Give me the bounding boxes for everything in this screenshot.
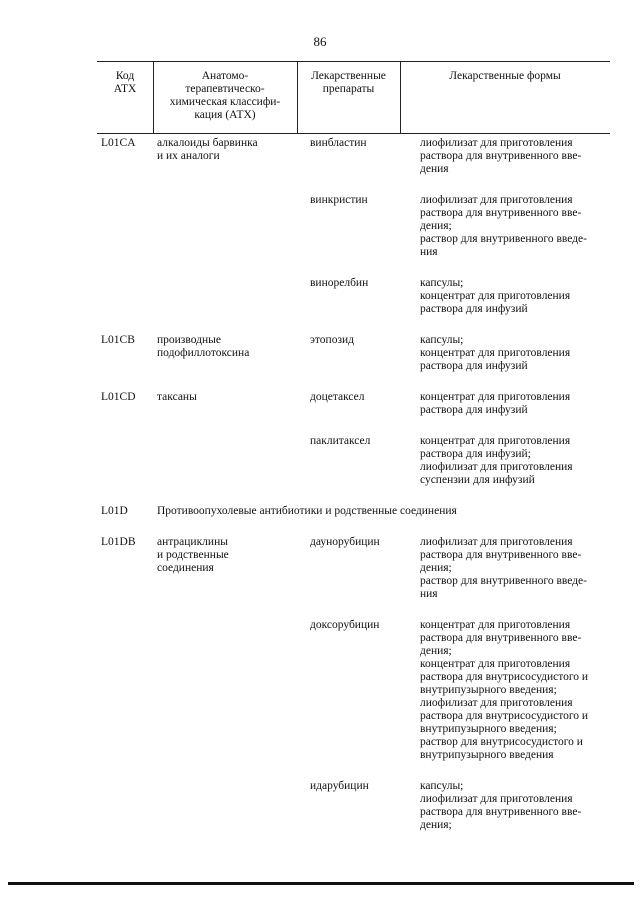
bottom-rule <box>8 882 634 885</box>
drug-name <box>310 334 354 347</box>
dosage-forms-line: ния <box>420 588 438 600</box>
header-forms <box>400 62 610 133</box>
drug-name <box>310 619 379 632</box>
dosage-forms-line: раствор для внутривенного введе- <box>420 233 587 245</box>
table-row <box>97 391 610 435</box>
header-text: кация (АТХ) <box>194 109 256 121</box>
dosage-forms-line: дения; <box>420 819 452 831</box>
dosage-forms <box>420 435 573 487</box>
drug-name-line: идарубицин <box>310 780 369 792</box>
atc-code <box>101 536 136 549</box>
table-row <box>97 619 610 780</box>
dosage-forms <box>420 137 581 176</box>
header-drugs <box>297 62 400 133</box>
drug-name-line: винкристин <box>310 194 368 206</box>
dosage-forms-line: концентрат для приготовления <box>420 391 571 403</box>
drug-name <box>310 780 369 793</box>
dosage-forms-line: раствора для внутривенного вве- <box>420 549 582 561</box>
header-text: АТХ <box>113 83 137 95</box>
drug-name-line: этопозид <box>310 334 355 346</box>
table-row <box>97 334 610 391</box>
dosage-forms-line: лиофилизат для приготовления <box>420 461 573 473</box>
table-row <box>97 194 610 277</box>
dosage-forms-line: раствора для внутрисосудистого и <box>420 671 589 683</box>
drug-name-line: даунорубицин <box>310 536 380 548</box>
dosage-forms <box>420 194 587 259</box>
atc-classification-line: антрациклины <box>157 536 228 548</box>
header-code <box>97 62 153 133</box>
header-text: препараты <box>322 83 375 95</box>
header-text: Код <box>115 70 135 82</box>
dosage-forms <box>420 619 588 762</box>
table-row <box>97 780 610 850</box>
dosage-forms-line: дения <box>420 163 449 175</box>
dosage-forms-line: дения; <box>420 645 452 657</box>
drug-name <box>310 277 368 290</box>
drug-name <box>310 194 368 207</box>
dosage-forms-line: раствор для внутрисосудистого и <box>420 736 583 748</box>
drug-name <box>310 536 380 549</box>
atc-classification-line: таксаны <box>157 391 197 403</box>
dosage-forms-line: раствора для внутривенного вве- <box>420 150 582 162</box>
drug-name-line: доксорубицин <box>310 619 380 631</box>
atc-classification <box>157 334 249 360</box>
header-text: Лекарственные формы <box>449 70 561 82</box>
atc-classification-line: алкалоиды барвинка <box>157 137 258 149</box>
dosage-forms-line: дения; <box>420 220 452 232</box>
atc-classification-line: и их аналоги <box>157 150 220 162</box>
page-number: 86 <box>313 34 327 49</box>
atc-classification <box>157 391 197 404</box>
table-row <box>97 277 610 334</box>
dosage-forms-line: раствора для инфузий <box>420 360 528 372</box>
dosage-forms-line: внутрипузырного введения <box>420 749 554 761</box>
dosage-forms-line: раствора для внутривенного вве- <box>420 207 582 219</box>
dosage-forms-line: концентрат для приготовления <box>420 435 571 447</box>
dosage-forms-line: концентрат для приготовления <box>420 347 571 359</box>
dosage-forms-line: внутрипузырного введения; <box>420 684 557 696</box>
dosage-forms-line: раствора для внутрисосудистого и <box>420 710 589 722</box>
dosage-forms-line: раствора для инфузий; <box>420 448 531 460</box>
dosage-forms-line: раствор для внутривенного введе- <box>420 575 587 587</box>
drug-name-line: доцетаксел <box>310 391 365 403</box>
atc-code-line: L01CA <box>101 137 136 149</box>
atc-code-line: L01CD <box>101 391 136 403</box>
section-code-line: L01D <box>101 505 128 517</box>
dosage-forms-line: капсулы; <box>420 780 464 792</box>
atc-code <box>101 334 135 347</box>
dosage-forms-line: дения; <box>420 562 452 574</box>
table-row <box>97 435 610 505</box>
atc-code-line: L01DB <box>101 536 136 548</box>
section-code <box>101 505 128 518</box>
atc-classification-line: соединения <box>157 562 214 574</box>
dosage-forms-line: раствора для инфузий <box>420 303 528 315</box>
section-title: Противоопухолевые антибиотики и родственные соединения <box>157 505 457 517</box>
drug-name-line: винорелбин <box>310 277 369 289</box>
table-header <box>97 61 610 134</box>
atc-classification <box>157 536 229 575</box>
dosage-forms-line: капсулы; <box>420 334 464 346</box>
atc-code <box>101 391 136 404</box>
dosage-forms-line: лиофилизат для приготовления <box>420 137 573 149</box>
drug-name <box>310 391 365 404</box>
dosage-forms-line: капсулы; <box>420 277 464 289</box>
dosage-forms-line: концентрат для приготовления <box>420 619 571 631</box>
dosage-forms-line: лиофилизат для приготовления <box>420 793 573 805</box>
header-text: Лекарственные <box>311 70 386 82</box>
atc-classification-line: производные <box>157 334 221 346</box>
dosage-forms <box>420 391 570 417</box>
atc-classification-line: подофиллотоксина <box>157 347 250 359</box>
dosage-forms-line: внутрипузырного введения; <box>420 723 557 735</box>
dosage-forms <box>420 536 587 601</box>
section-row <box>97 505 610 536</box>
atc-code <box>101 137 136 150</box>
dosage-forms <box>420 277 570 316</box>
dosage-forms-line: лиофилизат для приготовления <box>420 536 573 548</box>
dosage-forms <box>420 334 570 373</box>
atc-code-line: L01CB <box>101 334 135 346</box>
atc-classification-line: и родственные <box>157 549 229 561</box>
atc-classification <box>157 137 258 163</box>
dosage-forms-line: раствора для инфузий <box>420 404 528 416</box>
drug-name <box>310 137 367 150</box>
table-row <box>97 137 610 194</box>
drug-name <box>310 435 370 448</box>
dosage-forms-line: лиофилизат для приготовления <box>420 697 573 709</box>
dosage-forms-line: концентрат для приготовления <box>420 290 571 302</box>
header-text: Анатомо- <box>201 70 249 82</box>
drug-name-line: паклитаксел <box>310 435 371 447</box>
dosage-forms <box>420 780 581 832</box>
dosage-forms-line: суспензии для инфузий <box>420 474 535 486</box>
header-classification <box>153 62 297 133</box>
dosage-forms-line: концентрат для приготовления <box>420 658 571 670</box>
dosage-forms-line: ния <box>420 246 438 258</box>
table-row <box>97 536 610 619</box>
dosage-forms-line: раствора для внутривенного вве- <box>420 632 582 644</box>
dosage-forms-line: лиофилизат для приготовления <box>420 194 573 206</box>
dosage-forms-line: раствора для внутривенного вве- <box>420 806 582 818</box>
header-text: терапевтическо- <box>185 83 265 95</box>
drug-name-line: винбластин <box>310 137 367 149</box>
header-text: химическая классифи- <box>169 96 281 108</box>
table-body <box>97 137 610 850</box>
